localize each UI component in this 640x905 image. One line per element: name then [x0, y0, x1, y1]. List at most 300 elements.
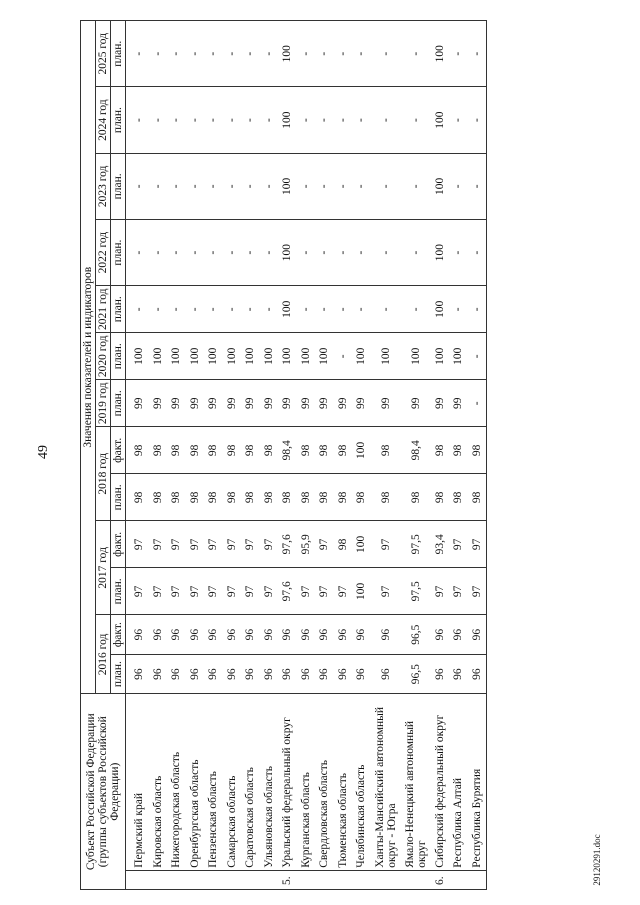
value-cell: -: [126, 220, 149, 286]
table-row: [449, 21, 468, 890]
value-cell: -: [401, 21, 431, 88]
row-number: [167, 870, 186, 889]
subject-header: Субъект Российской Федерации (группы субъектов Российской Федерации): [81, 694, 126, 890]
value-cell: 99: [371, 380, 401, 427]
value-cell: 100: [204, 333, 223, 380]
value-cell: -: [334, 333, 353, 380]
subject-name: Уральский федеральный округ: [278, 694, 297, 870]
table-row: [149, 21, 168, 890]
year-2019-header: 2019 год: [96, 380, 111, 427]
value-cell: -: [371, 286, 401, 333]
value-cell: -: [371, 153, 401, 219]
value-cell: -: [167, 286, 186, 333]
row-number: [371, 870, 401, 889]
value-cell: 99: [186, 380, 205, 427]
value-cell: 99: [260, 380, 279, 427]
row-number: [315, 870, 334, 889]
value-cell: 97: [315, 521, 334, 568]
value-cell: -: [297, 220, 316, 286]
value-cell: 96: [315, 654, 334, 694]
row-number: [401, 870, 431, 889]
value-cell: -: [223, 87, 242, 153]
value-cell: -: [334, 153, 353, 219]
value-cell: 97: [126, 521, 149, 568]
value-cell: 96: [352, 615, 371, 655]
value-cell: 100: [431, 153, 450, 219]
value-cell: -: [126, 21, 149, 88]
subject-name: Республика Бурятия: [468, 694, 487, 870]
year-2021-header: 2021 год: [96, 286, 111, 333]
fact-header: факт.: [111, 521, 126, 568]
value-cell: -: [241, 87, 260, 153]
year-2024-header: 2024 год: [96, 87, 111, 153]
table-row: [204, 21, 223, 890]
value-cell: 98: [186, 474, 205, 521]
value-cell: -: [468, 87, 487, 153]
value-cell: 98: [186, 427, 205, 474]
value-cell: -: [297, 286, 316, 333]
value-cell: 97: [260, 521, 279, 568]
year-2025-header: 2025 год: [96, 21, 111, 88]
value-cell: -: [468, 21, 487, 88]
subject-name: Челябинская область: [352, 694, 371, 870]
value-cell: -: [401, 153, 431, 219]
plan-header: план.: [111, 474, 126, 521]
value-cell: 98: [468, 427, 487, 474]
value-cell: 100: [278, 333, 297, 380]
value-cell: 97: [204, 521, 223, 568]
value-cell: 98: [315, 474, 334, 521]
plan-header: план.: [111, 380, 126, 427]
row-number: 5.: [278, 870, 297, 889]
value-cell: 96: [167, 615, 186, 655]
value-cell: 98: [431, 427, 450, 474]
fact-header: факт.: [111, 615, 126, 655]
value-cell: 100: [352, 427, 371, 474]
value-cell: 100: [297, 333, 316, 380]
value-cell: 99: [241, 380, 260, 427]
table-row: [352, 21, 371, 890]
value-cell: -: [126, 87, 149, 153]
value-cell: -: [223, 153, 242, 219]
value-cell: 99: [126, 380, 149, 427]
value-cell: 97: [371, 568, 401, 615]
value-cell: 96: [241, 615, 260, 655]
value-cell: 100: [167, 333, 186, 380]
document-footer: 29120291.doc: [592, 834, 602, 886]
value-cell: 98,4: [401, 427, 431, 474]
table-row: [186, 21, 205, 890]
subject-name: Сибирский федеральный округ: [431, 694, 450, 870]
value-cell: 97: [449, 568, 468, 615]
value-cell: 99: [278, 380, 297, 427]
subject-name: Республика Алтай: [449, 694, 468, 870]
value-cell: -: [352, 220, 371, 286]
value-cell: -: [297, 21, 316, 88]
value-cell: -: [186, 87, 205, 153]
row-number: [126, 870, 149, 889]
value-cell: 98: [241, 427, 260, 474]
year-2018-header: 2018 год: [96, 427, 111, 521]
value-cell: 100: [278, 153, 297, 219]
value-cell: 98: [449, 427, 468, 474]
value-cell: -: [204, 87, 223, 153]
value-cell: 99: [449, 380, 468, 427]
plan-header: план.: [111, 568, 126, 615]
table-row: [401, 21, 431, 890]
value-cell: -: [449, 21, 468, 88]
fact-header: факт.: [111, 427, 126, 474]
value-cell: 96: [241, 654, 260, 694]
value-cell: 100: [431, 220, 450, 286]
value-cell: 97: [241, 568, 260, 615]
value-cell: 96: [204, 654, 223, 694]
value-cell: 98: [204, 427, 223, 474]
value-cell: 100: [223, 333, 242, 380]
value-cell: -: [468, 153, 487, 219]
value-cell: -: [167, 21, 186, 88]
value-cell: 96: [278, 615, 297, 655]
value-cell: 98: [278, 474, 297, 521]
row-number: [186, 870, 205, 889]
value-cell: -: [334, 87, 353, 153]
row-number: [334, 870, 353, 889]
value-cell: -: [204, 220, 223, 286]
rotated-table-container: [80, 20, 600, 890]
value-cell: 97: [449, 521, 468, 568]
table-row: [278, 21, 297, 890]
indicators-table: [80, 20, 487, 890]
value-cell: -: [315, 286, 334, 333]
value-cell: -: [352, 286, 371, 333]
value-cell: 99: [431, 380, 450, 427]
value-cell: -: [126, 286, 149, 333]
value-cell: 98: [468, 474, 487, 521]
year-2017-header: 2017 год: [96, 521, 111, 615]
value-cell: 96: [126, 654, 149, 694]
value-cell: -: [449, 286, 468, 333]
value-cell: -: [371, 220, 401, 286]
value-cell: 97: [186, 521, 205, 568]
value-cell: -: [223, 21, 242, 88]
value-cell: 98: [149, 474, 168, 521]
value-cell: 97: [297, 568, 316, 615]
value-cell: 97,5: [401, 521, 431, 568]
value-cell: 97: [241, 521, 260, 568]
value-cell: 99: [334, 380, 353, 427]
row-number: [297, 870, 316, 889]
subject-name: Ямало-Ненецкий автономный округ: [401, 694, 431, 870]
value-cell: 98: [126, 474, 149, 521]
subject-name: Самарская область: [223, 694, 242, 870]
value-cell: -: [334, 286, 353, 333]
value-cell: 96: [278, 654, 297, 694]
value-cell: 96: [204, 615, 223, 655]
value-cell: -: [297, 153, 316, 219]
value-cell: -: [167, 153, 186, 219]
value-cell: 98: [334, 521, 353, 568]
value-cell: 97: [371, 521, 401, 568]
value-cell: 96: [149, 615, 168, 655]
value-cell: 98: [334, 427, 353, 474]
value-cell: 100: [401, 333, 431, 380]
value-cell: 100: [431, 286, 450, 333]
value-cell: 98: [449, 474, 468, 521]
value-cell: -: [223, 220, 242, 286]
year-2022-header: 2022 год: [96, 220, 111, 286]
value-cell: 100: [278, 21, 297, 88]
value-cell: 96: [431, 615, 450, 655]
subject-name: Пензенская область: [204, 694, 223, 870]
value-cell: 98: [204, 474, 223, 521]
value-cell: 100: [126, 333, 149, 380]
table-row: [241, 21, 260, 890]
value-cell: -: [149, 153, 168, 219]
value-cell: 97: [167, 521, 186, 568]
value-cell: 97,6: [278, 568, 297, 615]
value-cell: -: [260, 286, 279, 333]
value-cell: 97,5: [401, 568, 431, 615]
value-cell: 98: [431, 474, 450, 521]
value-cell: 98: [297, 427, 316, 474]
value-cell: 99: [352, 380, 371, 427]
value-cell: -: [260, 220, 279, 286]
value-cell: -: [297, 87, 316, 153]
value-cell: -: [352, 21, 371, 88]
value-cell: 97: [149, 568, 168, 615]
plan-header: план.: [111, 87, 126, 153]
table-row: [126, 21, 149, 890]
value-cell: 98: [315, 427, 334, 474]
row-number: [241, 870, 260, 889]
value-cell: 96,5: [401, 615, 431, 655]
plan-header: план.: [111, 286, 126, 333]
value-cell: 96: [431, 654, 450, 694]
value-cell: 96: [186, 654, 205, 694]
row-number: [260, 870, 279, 889]
subject-name: Тюменская область: [334, 694, 353, 870]
row-number: [204, 870, 223, 889]
row-number: 6.: [431, 870, 450, 889]
value-cell: 99: [297, 380, 316, 427]
value-cell: 96: [186, 615, 205, 655]
value-cell: 97: [223, 568, 242, 615]
subject-name: Оренбургская область: [186, 694, 205, 870]
value-cell: 100: [186, 333, 205, 380]
subject-name: Нижегородская область: [167, 694, 186, 870]
value-cell: -: [371, 87, 401, 153]
value-cell: -: [352, 153, 371, 219]
row-number: [352, 870, 371, 889]
value-cell: 97: [468, 568, 487, 615]
year-2023-header: 2023 год: [96, 153, 111, 219]
value-cell: 100: [260, 333, 279, 380]
plan-header: план.: [111, 153, 126, 219]
subject-name: Свердловская область: [315, 694, 334, 870]
value-cell: -: [401, 286, 431, 333]
value-cell: 100: [149, 333, 168, 380]
value-cell: 96: [149, 654, 168, 694]
value-cell: -: [167, 87, 186, 153]
value-cell: 100: [352, 333, 371, 380]
value-cell: 98,4: [278, 427, 297, 474]
value-cell: -: [401, 87, 431, 153]
value-cell: -: [334, 220, 353, 286]
value-cell: -: [241, 286, 260, 333]
value-cell: 96,5: [401, 654, 431, 694]
table-row: [260, 21, 279, 890]
value-cell: -: [149, 220, 168, 286]
value-cell: 100: [278, 286, 297, 333]
value-cell: -: [468, 380, 487, 427]
value-cell: 99: [204, 380, 223, 427]
value-cell: -: [149, 87, 168, 153]
value-cell: 96: [334, 654, 353, 694]
value-cell: 98: [260, 427, 279, 474]
value-cell: -: [468, 286, 487, 333]
value-cell: 98: [260, 474, 279, 521]
value-cell: 96: [297, 615, 316, 655]
value-cell: 96: [468, 615, 487, 655]
value-cell: -: [449, 87, 468, 153]
value-cell: 99: [223, 380, 242, 427]
value-cell: -: [260, 87, 279, 153]
value-cell: 98: [297, 474, 316, 521]
value-cell: 100: [352, 521, 371, 568]
value-cell: 97: [334, 568, 353, 615]
value-cell: 97: [204, 568, 223, 615]
value-cell: 99: [149, 380, 168, 427]
subject-name: Саратовская область: [241, 694, 260, 870]
value-cell: 97: [223, 521, 242, 568]
table-row: [297, 21, 316, 890]
page-number: 49: [36, 445, 51, 459]
value-cell: -: [186, 21, 205, 88]
table-row: [468, 21, 487, 890]
indicators-header: Значения показателей и индикаторов: [81, 21, 96, 694]
value-cell: 100: [278, 87, 297, 153]
table-row: [334, 21, 353, 890]
value-cell: 96: [315, 615, 334, 655]
value-cell: 98: [352, 474, 371, 521]
value-cell: 98: [371, 427, 401, 474]
value-cell: -: [149, 21, 168, 88]
value-cell: -: [468, 220, 487, 286]
table-row: [371, 21, 401, 890]
value-cell: 97: [468, 521, 487, 568]
table-row: [167, 21, 186, 890]
value-cell: 97: [167, 568, 186, 615]
value-cell: 96: [167, 654, 186, 694]
value-cell: -: [186, 220, 205, 286]
value-cell: 96: [449, 615, 468, 655]
value-cell: 99: [401, 380, 431, 427]
value-cell: 97: [149, 521, 168, 568]
value-cell: -: [204, 21, 223, 88]
value-cell: 96: [371, 654, 401, 694]
value-cell: -: [204, 153, 223, 219]
value-cell: 96: [371, 615, 401, 655]
subject-name: Ханты-Мансийский автономный округ - Югра: [371, 694, 401, 870]
value-cell: 100: [315, 333, 334, 380]
value-cell: -: [401, 220, 431, 286]
value-cell: -: [315, 21, 334, 88]
value-cell: 96: [352, 654, 371, 694]
value-cell: 96: [468, 654, 487, 694]
value-cell: 100: [371, 333, 401, 380]
plan-header: план.: [111, 220, 126, 286]
value-cell: 98: [223, 474, 242, 521]
value-cell: -: [334, 21, 353, 88]
row-number: [449, 870, 468, 889]
value-cell: 96: [260, 615, 279, 655]
value-cell: 96: [334, 615, 353, 655]
subject-name: Курганская область: [297, 694, 316, 870]
value-cell: -: [241, 153, 260, 219]
value-cell: 98: [223, 427, 242, 474]
value-cell: -: [223, 286, 242, 333]
value-cell: 98: [167, 427, 186, 474]
value-cell: 96: [126, 615, 149, 655]
value-cell: -: [352, 87, 371, 153]
value-cell: 99: [315, 380, 334, 427]
value-cell: -: [204, 286, 223, 333]
value-cell: 97: [431, 568, 450, 615]
subject-name: Кировская область: [149, 694, 168, 870]
value-cell: 97: [186, 568, 205, 615]
year-2016-header: 2016 год: [96, 615, 111, 694]
value-cell: 100: [431, 87, 450, 153]
value-cell: -: [449, 220, 468, 286]
value-cell: -: [241, 220, 260, 286]
value-cell: 98: [334, 474, 353, 521]
value-cell: 98: [241, 474, 260, 521]
value-cell: 96: [297, 654, 316, 694]
table-row: [431, 21, 450, 890]
value-cell: 97,6: [278, 521, 297, 568]
value-cell: 97: [315, 568, 334, 615]
value-cell: -: [468, 333, 487, 380]
subject-name: Пермский край: [126, 694, 149, 870]
row-number: [149, 870, 168, 889]
value-cell: 100: [449, 333, 468, 380]
value-cell: -: [315, 87, 334, 153]
value-cell: 98: [167, 474, 186, 521]
value-cell: 95,9: [297, 521, 316, 568]
value-cell: 100: [278, 220, 297, 286]
value-cell: 97: [126, 568, 149, 615]
value-cell: 98: [371, 474, 401, 521]
value-cell: -: [149, 286, 168, 333]
year-2020-header: 2020 год: [96, 333, 111, 380]
value-cell: -: [315, 153, 334, 219]
value-cell: -: [241, 21, 260, 88]
value-cell: 98: [401, 474, 431, 521]
value-cell: -: [126, 153, 149, 219]
value-cell: -: [449, 153, 468, 219]
value-cell: 96: [449, 654, 468, 694]
value-cell: 96: [260, 654, 279, 694]
value-cell: -: [315, 220, 334, 286]
value-cell: 100: [352, 568, 371, 615]
subject-name: Ульяновская область: [260, 694, 279, 870]
value-cell: 100: [431, 333, 450, 380]
value-cell: 98: [149, 427, 168, 474]
value-cell: -: [186, 153, 205, 219]
value-cell: 100: [241, 333, 260, 380]
row-number: [223, 870, 242, 889]
value-cell: 93,4: [431, 521, 450, 568]
